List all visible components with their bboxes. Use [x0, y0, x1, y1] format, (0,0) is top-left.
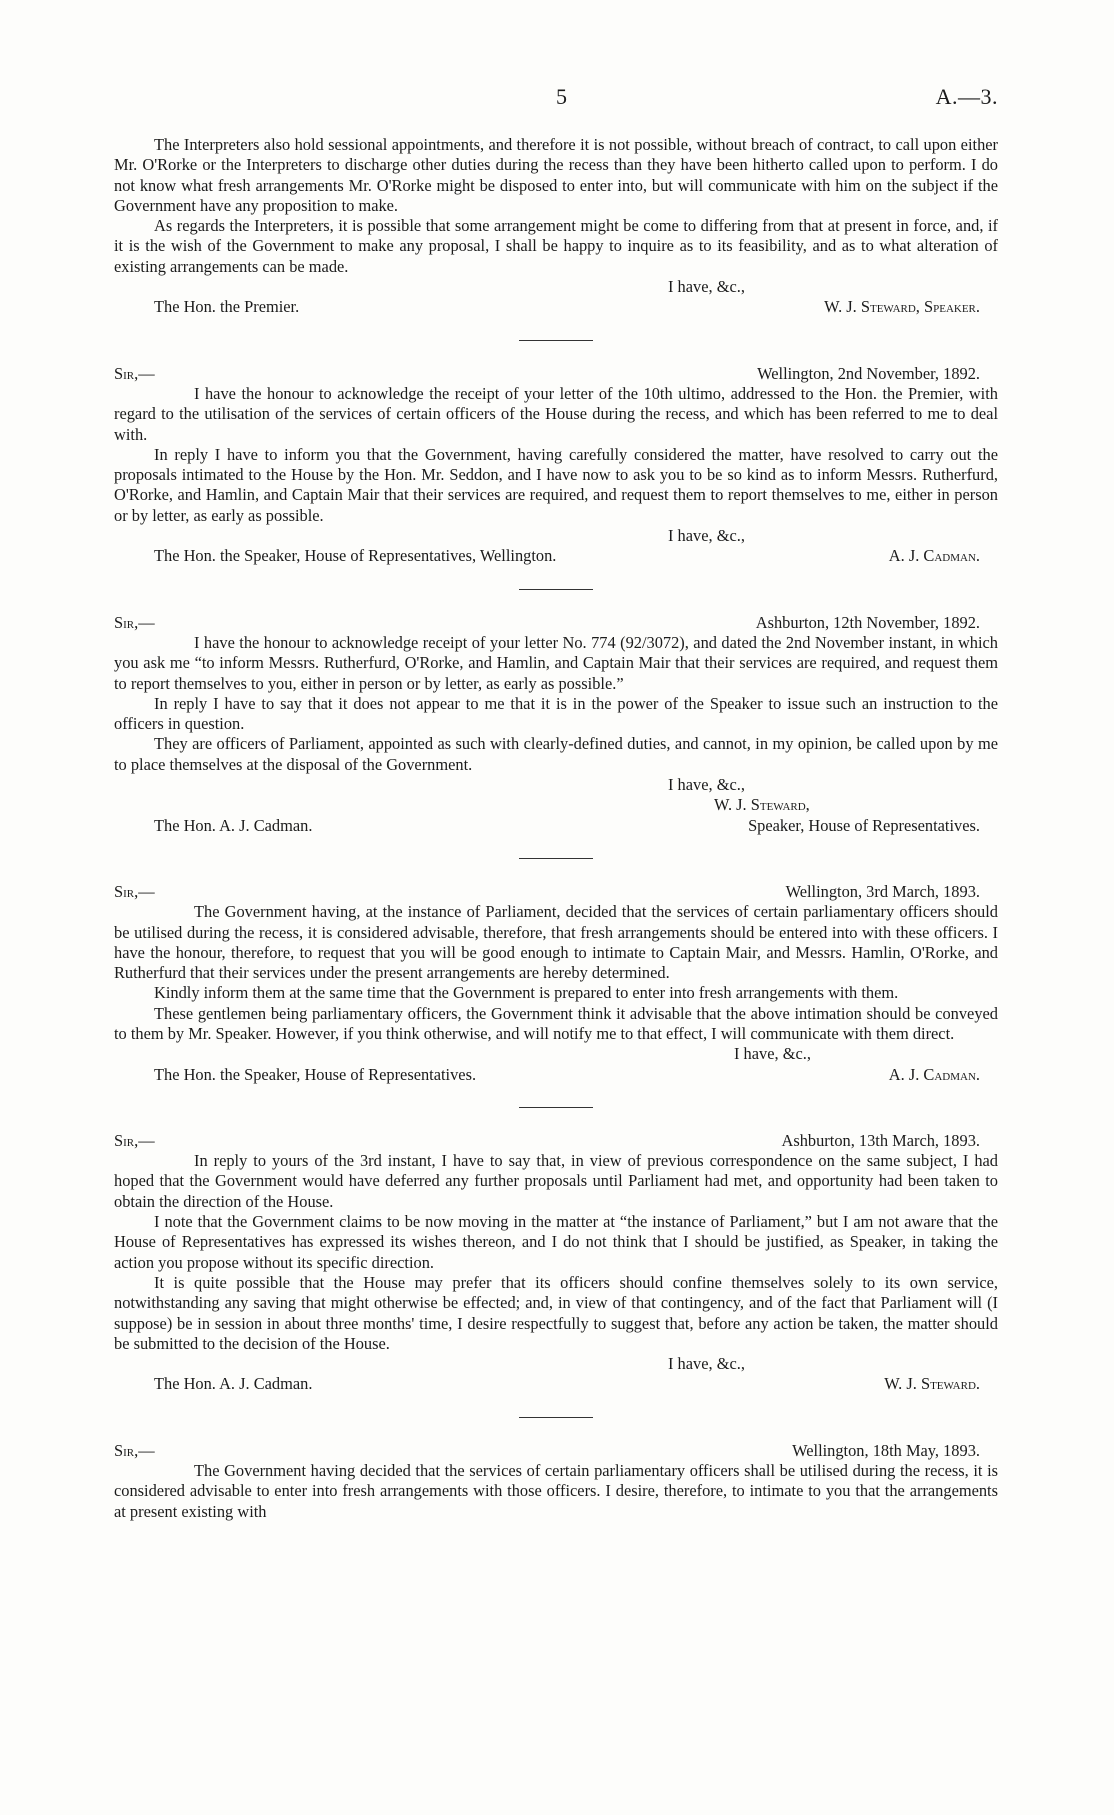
place-date: Ashburton, 13th March, 1893. [781, 1130, 980, 1150]
signature: A. J. Cadman. [888, 546, 980, 566]
addressee: The Hon. A. J. Cadman. [154, 815, 313, 835]
signature: W. J. Steward. [884, 1374, 980, 1394]
paragraph: The Government having, at the instance of Parliament, decided that the services of certain parliamentary officers should be utilised during the recess, it is considered advisable, therefore, that fresh arrangements should be entered into with these officers. I have the honour, therefore, to request that you will be good enough to intimate to Captain Mair, and Messrs. Hamlin, O'Rorke, and Rutherfurd that their services under the present arrangements are hereby determined. [114, 902, 998, 983]
divider [519, 589, 593, 590]
divider [519, 858, 593, 859]
paragraph: It is quite possible that the House may prefer that its officers should confine themselves solely to its own service, notwithstanding any saving that might otherwise be effected; and, in view of that contingency, and of the fact that Parliament will (I suppose) be in session in about three months' time, I desire respectfully to suggest that, before any action be taken, the matter should be submitted to the decision of the House. [114, 1272, 998, 1353]
letter-3 [114, 613, 998, 836]
document-reference: A.—3. [935, 84, 998, 109]
salutation: Sir,— [114, 1440, 155, 1460]
salutation: Sir,— [114, 881, 155, 901]
paragraph: In reply I have to inform you that the Government, having carefully considered the matter, have resolved to carry out the proposals intimated to the House by the Hon. Mr. Seddon, and I have now to ask you to be so kind as to inform Messrs. Rutherfurd, O'Rorke, and Hamlin, and Captain Mair that their services are required, and request them to report themselves to me, either in person or by letter, as early as possible. [114, 444, 998, 525]
paragraph: As regards the Interpreters, it is possible that some arrangement might be come to differing from that at present in force, and, if it is the wish of the Government to make any proposal, I shall be happy to inquire as to its feasibility, and as to what alteration of existing arrangements can be made. [114, 216, 998, 276]
letter-1 [114, 135, 998, 318]
closing: I have, &c., [668, 1354, 745, 1374]
addressee: The Hon. A. J. Cadman. [154, 1374, 313, 1394]
paragraph: I have the honour to acknowledge the receipt of your letter of the 10th ultimo, addressed to the Hon. the Premier, with regard to the utilisation of the services of certain officers of the House during the recess, and which has been referred to me to deal with. [114, 383, 998, 444]
paragraph: The Government having decided that the services of certain parliamentary officers shall be utilised during the recess, it is considered advisable to enter into fresh arrangements with those officers. I desire, therefore, to intimate to you that the arrangements at present existing with [114, 1461, 998, 1521]
paragraph: These gentlemen being parliamentary officers, the Government think it advisable that the above intimation should be conveyed to them by Mr. Speaker. However, if you think otherwise, and will notify me to that effect, I will communicate with them direct. [114, 1003, 998, 1043]
paragraph: Kindly inform them at the same time that the Government is prepared to enter into fresh arrangements with them. [154, 983, 899, 1003]
place-date: Ashburton, 12th November, 1892. [755, 612, 980, 632]
paragraph: In reply to yours of the 3rd instant, I have to say that, in view of previous correspondence on the same subject, I had hoped that the Government would have deferred any further proposals until Parliament had met, and opportunity had been taken to obtain the direction of the House. [114, 1151, 998, 1211]
paragraph: I have the honour to acknowledge receipt of your letter No. 774 (92/3072), and dated the 2nd November instant, in which you ask me “to inform Messrs. Rutherfurd, O'Rorke, and Hamlin, and Captain Mair that their services are required, and request them to report themselves to you, either in person or by letter, as early as possible.” [114, 632, 998, 693]
place-date: Wellington, 2nd November, 1892. [757, 363, 980, 383]
addressee: The Hon. the Speaker, House of Representatives, Wellington. [154, 546, 557, 566]
letter-5 [114, 1131, 998, 1395]
divider [519, 340, 593, 341]
place-date: Wellington, 18th May, 1893. [792, 1440, 980, 1460]
closing: I have, &c., [668, 526, 745, 546]
closing: I have, &c., [734, 1044, 811, 1064]
signature: W. J. Steward, Speaker. [824, 297, 980, 317]
paragraph: The Interpreters also hold sessional appointments, and therefore it is not possible, without breach of contract, to call upon either Mr. O'Rorke or the Interpreters to discharge other duties during the recess than they have been hitherto called upon to perform. I do not know what fresh arrangements Mr. O'Rorke might be disposed to enter into, but will communicate with him on the subject if the Government have any proposition to make. [114, 135, 998, 215]
letter-4 [114, 882, 998, 1085]
divider [519, 1417, 593, 1418]
divider [519, 1107, 593, 1108]
signature: W. J. Steward, [714, 795, 810, 815]
place-date: Wellington, 3rd March, 1893. [785, 881, 980, 901]
page-header [0, 84, 1114, 118]
signatory-title: Speaker, House of Representatives. [748, 815, 980, 835]
letter-2 [114, 364, 998, 567]
salutation: Sir,— [114, 1130, 155, 1150]
signature: A. J. Cadman. [888, 1064, 980, 1084]
paragraph: I note that the Government claims to be now moving in the matter at “the instance of Parliament,” but I am not aware that the House of Representatives has expressed its wishes thereon, and I do not think that I should be justified, as Speaker, in taking the action you propose without its specific direction. [114, 1212, 998, 1272]
paragraph: They are officers of Parliament, appointed as such with clearly-defined duties, and cannot, in my opinion, be called upon by me to place themselves at the disposal of the Government. [114, 734, 998, 774]
page-number: 5 [556, 84, 567, 109]
addressee: The Hon. the Premier. [154, 297, 300, 317]
paragraph: In reply I have to say that it does not appear to me that it is in the power of the Speaker to issue such an instruction to the officers in question. [114, 693, 998, 734]
closing: I have, &c., [668, 277, 745, 297]
letter-6 [114, 1441, 998, 1522]
document-body [114, 135, 998, 1522]
salutation: Sir,— [114, 363, 155, 383]
salutation: Sir,— [114, 612, 155, 632]
addressee: The Hon. the Speaker, House of Representatives. [154, 1064, 477, 1084]
closing: I have, &c., [668, 775, 745, 795]
